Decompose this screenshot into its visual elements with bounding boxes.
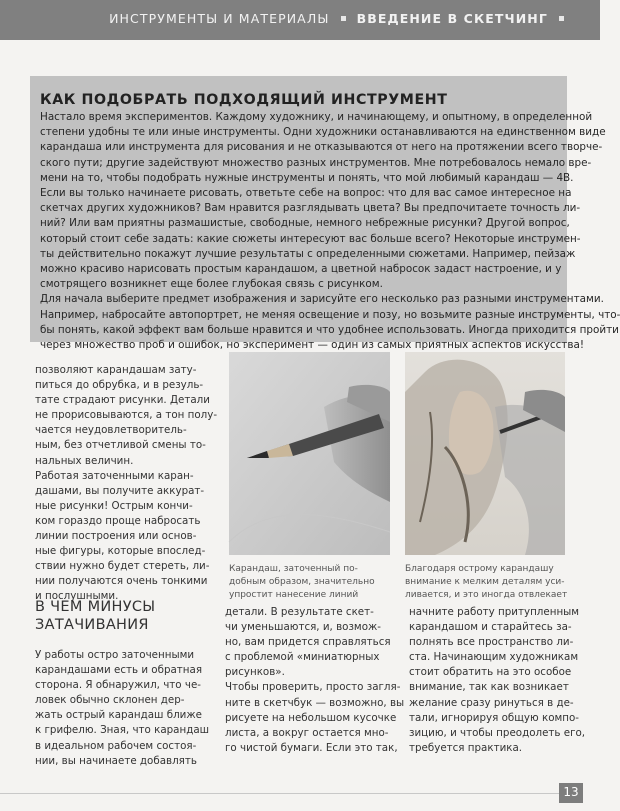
footer-rule (0, 793, 559, 794)
body-text-line: ните в скетчбук — возможно, вы (225, 696, 405, 709)
body-text-line: ловек обычно склонен дер- (35, 694, 185, 707)
column-3 (409, 605, 586, 756)
box-text-line: карандаша или инструмента для рисования и не отказываются от него на протяжении всего творче- (40, 141, 603, 154)
box-text-line: ний? Или вам приятны размашистые, свободные, немного небрежные рисунки? Другой вопрос, (40, 217, 570, 230)
box-text-line: мени на то, чтобы подобрать нужные инструменты и понять, что мой любимый карандаш — 4B. (40, 171, 574, 184)
body-text-line: нии получаются очень тонкими (35, 575, 208, 588)
box-text-line: можно красиво нарисовать простым карандашом, а цветной набросок задаст настроение, и у (40, 263, 562, 276)
body-text-line: требуется практика. (409, 741, 523, 754)
body-text-line: начните работу притупленным (409, 606, 580, 618)
caption-line: добным образом, значительно (229, 577, 375, 587)
body-text-line: но, вам придется справляться (225, 636, 391, 649)
body-text-line: чи уменьшаются, и, возмож- (225, 621, 381, 634)
body-text-line: ные фигуры, которые впослед- (35, 545, 206, 558)
section-heading-line-1: В ЧЕМ МИНУСЫ (35, 599, 156, 615)
body-text-line: зицию, и чтобы преодолеть его, (409, 726, 586, 739)
column-2 (225, 605, 405, 756)
body-text-line: карандашами есть и обратная (35, 664, 203, 677)
column-1-top (35, 363, 218, 605)
body-text-line: желание сразу ринуться в де- (409, 696, 574, 709)
box-text-line: скетчах других художников? Вам нравится разглядывать цвета? Вы предпочитаете точность ли- (40, 202, 581, 215)
body-text-line: нальных величин. (35, 454, 134, 467)
box-title: КАК ПОДОБРАТЬ ПОДХОДЯЩИЙ ИНСТРУМЕНТ (40, 92, 448, 108)
body-text-line: го чистой бумаги. Если это так, (225, 741, 398, 754)
section-heading-line-2: ЗАТАЧИВАНИЯ (35, 617, 149, 633)
body-text-line: Чтобы проверить, просто загля- (225, 681, 401, 694)
body-text-line: тате страдают рисунки. Детали (35, 394, 210, 407)
box-text-line: Для начала выберите предмет изображения и зарисуйте его несколько раз разными инструментами. (40, 293, 604, 306)
body-text-line: листа, а вокруг остается мно- (225, 726, 389, 739)
running-header (109, 11, 570, 26)
body-text-line: позволяют карандашам зату- (35, 364, 197, 376)
caption-line: Карандаш, заточенный по- (229, 564, 358, 574)
body-text-line: ком гораздо проще набросать (35, 514, 201, 527)
body-text-line: к грифелю. Зная, что карандаш (35, 724, 210, 737)
body-text-line: чается неудовлетворитель- (35, 424, 187, 437)
square-bullet-icon (339, 14, 348, 23)
body-text-line: в идеальном рабочем состоя- (35, 739, 197, 752)
body-text-line: и послушными. (35, 590, 119, 603)
header-chapter: ВВЕДЕНИЕ В СКЕТЧИНГ (356, 11, 548, 26)
box-text-line: Если вы только начинаете рисовать, ответьте себе на вопрос: что для вас самое интересное на (40, 187, 572, 200)
box-text-line: ского пути; другие задействуют множество разных инструментов. Мне потребовалось немало вре- (40, 156, 592, 169)
header-bar (0, 0, 600, 40)
section-heading (35, 598, 155, 634)
body-text-line: сторона. Я обнаружил, что че- (35, 679, 202, 692)
body-text-line: жать острый карандаш ближе (35, 709, 202, 722)
body-text-line: Работая заточенными каран- (35, 469, 194, 482)
body-text-line: ные рисунки! Острым кончи- (35, 499, 193, 512)
body-text-line: ста. Начинающим художникам (409, 651, 579, 664)
caption-line: ливается, и это иногда отвлекает (405, 590, 568, 600)
body-text-line: карандашом и старайтесь за- (409, 621, 572, 634)
body-text-line: ным, без отчетливой смены то- (35, 439, 206, 452)
caption-line: Благодаря острому карандашу (405, 564, 554, 574)
box-text-line: через множество проб и ошибок, но эксперимент — один из самых приятных аспектов искусства! (40, 339, 585, 352)
body-text-line: ствии нужно будет стереть, ли- (35, 560, 210, 573)
header-section: ИНСТРУМЕНТЫ И МАТЕРИАЛЫ (109, 11, 330, 26)
box-text-line: бы понять, какой эффект вам больше нравится и что удобнее использовать. Иногда приходится пройти (40, 323, 619, 336)
body-text-line: дашами, вы получите аккурат- (35, 484, 205, 497)
body-text-line: линии построения или основ- (35, 530, 197, 543)
box-text-line: который стоит себе задать: какие сюжеты интересуют вас больше всего? Некоторые инструмен- (40, 232, 581, 245)
caption-line: упростит нанесение линий (229, 590, 359, 600)
body-text-line: стоит обратить на это особое (409, 666, 572, 679)
box-text-line: Настало время экспериментов. Каждому художнику, и начинающему, и опытному, в определенной (40, 111, 593, 123)
square-bullet-icon (557, 14, 566, 23)
column-1-bottom (35, 648, 210, 769)
body-text-line: рисунков». (225, 666, 285, 679)
box-body (40, 110, 620, 353)
body-text-line: питься до обрубка, и в резуль- (35, 379, 204, 392)
body-text-line: рисуете на небольшом кусочке (225, 711, 397, 724)
body-text-line: детали. В результате скет- (225, 606, 374, 618)
box-text-line: смотрящего возникнет еще более глубокая связь с рисунком. (40, 278, 383, 291)
body-text-line: с проблемой «миниатюрных (225, 651, 380, 664)
portrait-sketch-photo (405, 352, 565, 555)
body-text-line: не прорисовываются, а тон полу- (35, 409, 218, 422)
photo-caption-1 (229, 563, 394, 602)
body-text-line: нии, вы начинаете добавлять (35, 754, 197, 767)
box-text-line: степени удобны те или иные инструменты. Одни художники останавливаются на единственном виде (40, 126, 606, 139)
photo-caption-2 (405, 563, 570, 602)
body-text-line: полнять все пространство ли- (409, 636, 574, 649)
page-number: 13 (563, 785, 579, 799)
box-text-line: Например, набросайте автопортрет, не меняя освещение и позу, но возьмите разные инструменты, что- (40, 308, 620, 321)
caption-line: внимание к мелким деталям уси- (405, 577, 565, 587)
body-text-line: внимание, так как возникает (409, 681, 569, 694)
box-text-line: ты действительно покажут лучшие результаты с определенными сюжетами. Например, пейзаж (40, 247, 576, 260)
pencil-photo (229, 352, 390, 555)
body-text-line: тали, игнорируя общую компо- (409, 711, 580, 724)
body-text-line: У работы остро заточенными (35, 649, 195, 661)
